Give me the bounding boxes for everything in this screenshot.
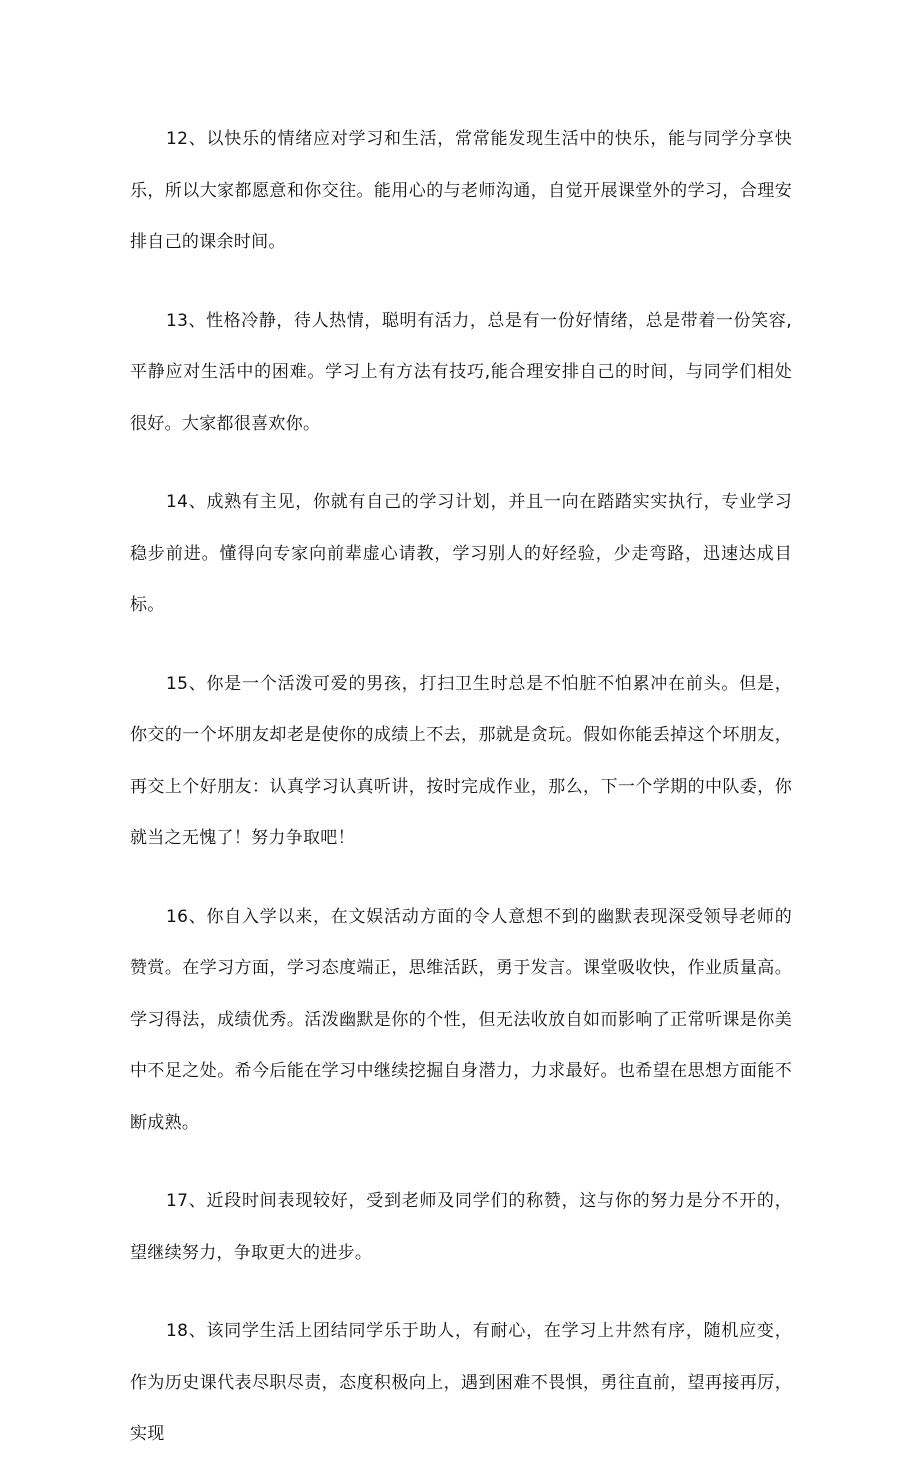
comment-paragraph-14: 14、成熟有主见，你就有自己的学习计划，并且一向在踏踏实实执行，专业学习稳步前进。懂得向专家向前辈虚心请教，学习别人的好经验，少走弯路，迅速达成目标。 [130, 492, 792, 615]
comment-paragraph-16: 16、你自入学以来，在文娱活动方面的令人意想不到的幽默表现深受领导老师的赞赏。在学习方面，学习态度端正，思维活跃，勇于发言。课堂吸收快，作业质量高。学习得法，成绩优秀。活泼幽默是你的个性，但无法收放自如而影响了正常听课是你美中不足之处。希今后能在学习中继续挖掘自身潜力，力求最好。也希望在思想方面能不断成熟。 [130, 906, 792, 1133]
comment-paragraph-18: 18、该同学生活上团结同学乐于助人，有耐心，在学习上井然有序，随机应变，作为历史课代表尽职尽责，态度积极向上，遇到困难不畏惧，勇往直前，望再接再厉，实现 [130, 1321, 792, 1444]
comment-paragraph-12: 12、以快乐的情绪应对学习和生活，常常能发现生活中的快乐，能与同学分享快乐，所以大家都愿意和你交往。能用心的与老师沟通，自觉开展课堂外的学习，合理安排自己的课余时间。 [130, 129, 792, 252]
comment-paragraph-15: 15、你是一个活泼可爱的男孩，打扫卫生时总是不怕脏不怕累冲在前头。但是，你交的一个坏朋友却老是使你的成绩上不去，那就是贪玩。假如你能丢掉这个坏朋友，再交上个好朋友：认真学习认真听讲，按时完成作业，那么，下一个学期的中队委，你就当之无愧了！努力争取吧！ [130, 673, 792, 848]
comment-paragraph-17: 17、近段时间表现较好，受到老师及同学们的称赞，这与你的努力是分不开的，望继续努力，争取更大的进步。 [130, 1191, 792, 1263]
comment-paragraph-13: 13、性格冷静，待人热情，聪明有活力，总是有一份好情绪，总是带着一份笑容,平静应对生活中的困难。学习上有方法有技巧,能合理安排自己的时间，与同学们相处很好。大家都很喜欢你。 [130, 310, 792, 434]
